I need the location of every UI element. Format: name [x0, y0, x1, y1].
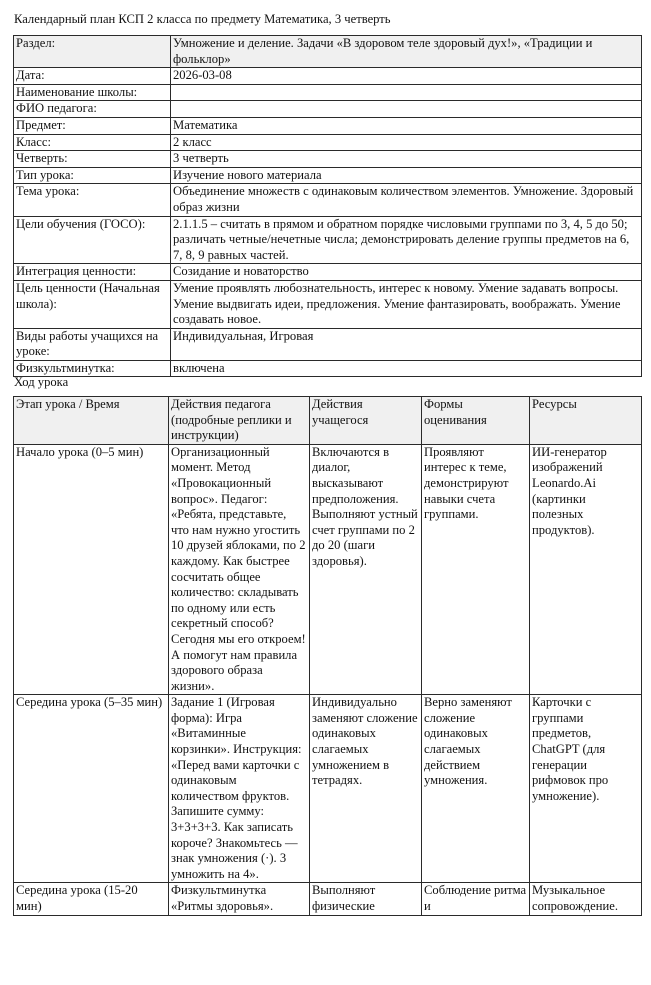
- info-row-school: [14, 84, 642, 101]
- info-value: [171, 84, 642, 101]
- info-label: Виды работы учащихся на уроке:: [14, 328, 171, 360]
- info-label: Класс:: [14, 134, 171, 151]
- cell-stage: Начало урока (0–5 мин): [14, 444, 169, 695]
- cell-assessment: Верно заменяют сложение одинаковых слагаемых действием умножения.: [422, 695, 530, 883]
- info-row-date: [14, 68, 642, 85]
- column-header-student: Действия учащегося: [310, 397, 422, 445]
- info-value: Созидание и новаторство: [171, 264, 642, 281]
- info-label: Дата:: [14, 68, 171, 85]
- info-row-section: [14, 36, 642, 68]
- cell-student: Включаются в диалог, высказывают предположения. Выполняют устный счет группами по 2 до 20 (шаги здоровья).: [310, 444, 422, 695]
- cell-student: Индивидуально заменяют сложение одинаковых слагаемых умножением в тетрадях.: [310, 695, 422, 883]
- cell-assessment: Проявляют интерес к теме, демонстрируют навыки счета группами.: [422, 444, 530, 695]
- info-value: Умножение и деление. Задачи «В здоровом теле здоровый дух!», «Традиции и фольклор»: [171, 36, 642, 68]
- cell-stage: Середина урока (5–35 мин): [14, 695, 169, 883]
- info-label: Раздел:: [14, 36, 171, 68]
- lesson-progress-table: [13, 396, 642, 916]
- cell-resources: Музыкальное сопровождение.: [530, 883, 642, 915]
- info-row-teacher: [14, 101, 642, 118]
- info-value: Математика: [171, 117, 642, 134]
- info-label: Физкультминутка:: [14, 360, 171, 377]
- lesson-progress-heading: Ход урока: [14, 375, 69, 389]
- info-row-value-integration: [14, 264, 642, 281]
- cell-assessment: Соблюдение ритма и: [422, 883, 530, 915]
- info-label: Тип урока:: [14, 167, 171, 184]
- info-label: Наименование школы:: [14, 84, 171, 101]
- cell-teacher: Физкультминутка «Ритмы здоровья».: [169, 883, 310, 915]
- info-row-value-goal: [14, 280, 642, 328]
- info-value: 2 класс: [171, 134, 642, 151]
- info-label: Цель ценности (Начальная школа):: [14, 280, 171, 328]
- info-label: ФИО педагога:: [14, 101, 171, 118]
- info-value: [171, 101, 642, 118]
- info-value: Индивидуальная, Игровая: [171, 328, 642, 360]
- info-label: Интеграция ценности:: [14, 264, 171, 281]
- info-label: Тема урока:: [14, 184, 171, 216]
- info-row-topic: [14, 184, 642, 216]
- info-label: Цели обучения (ГОСО):: [14, 216, 171, 264]
- info-row-physical-break: [14, 360, 642, 377]
- lesson-info-table: [13, 35, 642, 377]
- document-title: Календарный план КСП 2 класса по предмету Математика, 3 четверть: [14, 12, 391, 26]
- table-header-row: [14, 397, 642, 445]
- cell-student: Выполняют физические: [310, 883, 422, 915]
- column-header-teacher: Действия педагога (подробные реплики и инструкции): [169, 397, 310, 445]
- info-row-class: [14, 134, 642, 151]
- info-label: Предмет:: [14, 117, 171, 134]
- info-value: 2026-03-08: [171, 68, 642, 85]
- info-value: 3 четверть: [171, 151, 642, 168]
- info-value: Умение проявлять любознательность, интерес к новому. Умение задавать вопросы. Умение выдвигать идеи, предложения. Умение фантазировать, воображать. Умение создавать новое.: [171, 280, 642, 328]
- cell-teacher: Организационный момент. Метод «Провокационный вопрос». Педагог: «Ребята, представьте, что нам нужно угостить 10 друзей яблоками, по 2 каждому. Как быстрее сосчитать общее количество: складывать по одному или есть секретный способ? Сегодня мы его откроем! А помогут нам правила здорового образа жизни».: [169, 444, 310, 695]
- info-value: включена: [171, 360, 642, 377]
- cell-resources: ИИ-генератор изображений Leonardo.Ai (картинки полезных продуктов).: [530, 444, 642, 695]
- table-row: [14, 695, 642, 883]
- table-row: [14, 883, 642, 915]
- column-header-stage: Этап урока / Время: [14, 397, 169, 445]
- info-row-work-types: [14, 328, 642, 360]
- info-value: 2.1.1.5 – считать в прямом и обратном порядке числовыми группами по 3, 4, 5 до 50; различать четные/нечетные числа; демонстрировать деление группы предметов на 6, 7, 8, 9 равных частей.: [171, 216, 642, 264]
- info-value: Объединение множеств с одинаковым количеством элементов. Умножение. Здоровый образ жизни: [171, 184, 642, 216]
- info-row-subject: [14, 117, 642, 134]
- info-label: Четверть:: [14, 151, 171, 168]
- info-value: Изучение нового материала: [171, 167, 642, 184]
- table-row: [14, 444, 642, 695]
- cell-stage: Середина урока (15-20 мин): [14, 883, 169, 915]
- column-header-resources: Ресурсы: [530, 397, 642, 445]
- cell-resources: Карточки с группами предметов, ChatGPT (для генерации рифмовок про умножение).: [530, 695, 642, 883]
- info-row-objectives: [14, 216, 642, 264]
- cell-teacher: Задание 1 (Игровая форма): Игра «Витаминные корзинки». Инструкция: «Перед вами карточки с одинаковым количеством фруктов. Запишите сумму: 3+3+3+3. Как записать короче? Знакомьтесь — знак умножения (·). 3 умножить на 4».: [169, 695, 310, 883]
- info-row-quarter: [14, 151, 642, 168]
- column-header-assessment: Формы оценивания: [422, 397, 530, 445]
- info-row-lesson-type: [14, 167, 642, 184]
